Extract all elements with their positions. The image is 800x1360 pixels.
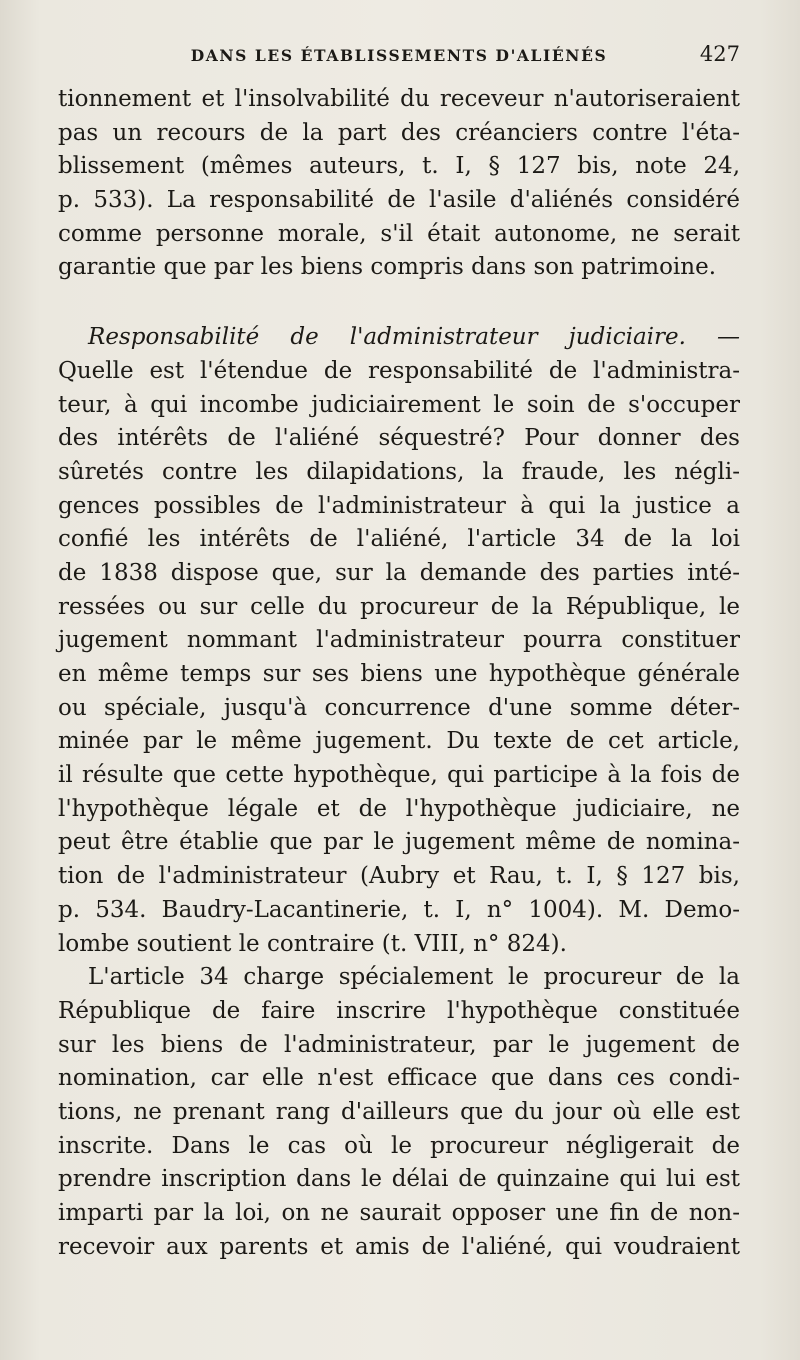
text-line: l'hypothèque légale et de l'hypothèque judiciaire, ne bbox=[58, 795, 740, 822]
text-line: garantie que par les biens compris dans son patrimoine. bbox=[58, 254, 717, 281]
page-number: 427 bbox=[699, 42, 740, 66]
text-line: recevoir aux parents et amis de l'aliéné, qui voudraient bbox=[58, 1233, 740, 1260]
text-line: pas un recours de la part des créanciers contre l'éta- bbox=[58, 119, 740, 146]
text-line: L'article 34 charge spécialement le procureur de la bbox=[88, 964, 740, 991]
text-line: confié les intérêts de l'aliéné, l'article 34 de la loi bbox=[58, 526, 740, 553]
text-line: inscrite. Dans le cas où le procureur négligerait de bbox=[58, 1132, 740, 1159]
body-text bbox=[58, 83, 740, 1264]
text-line: tion de l'administrateur (Aubry et Rau, t. I, § 127 bis, bbox=[58, 863, 740, 890]
running-header bbox=[58, 40, 740, 74]
text-line: minée par le même jugement. Du texte de cet article, bbox=[58, 728, 740, 755]
text-line: comme personne morale, s'il était autonome, ne serait bbox=[58, 220, 740, 247]
text-line: il résulte que cette hypothèque, qui participe à la fois de bbox=[58, 762, 740, 789]
text-line: prendre inscription dans le délai de quinzaine qui lui est bbox=[58, 1166, 740, 1193]
text-line: des intérêts de l'aliéné séquestré? Pour donner des bbox=[58, 425, 740, 452]
text-line: nomination, car elle n'est efficace que dans ces condi- bbox=[58, 1065, 740, 1092]
section-heading: Responsabilité de l'administrateur judiciaire. — bbox=[88, 324, 740, 351]
text-line: imparti par la loi, on ne saurait opposer une fin de non- bbox=[58, 1200, 740, 1226]
text-line: blissement (mêmes auteurs, t. I, § 127 bis, note 24, bbox=[58, 153, 740, 180]
text-line: p. 534. Baudry-Lacantinerie, t. I, n° 1004). M. Demo- bbox=[58, 896, 740, 923]
text-line: République de faire inscrire l'hypothèque constituée bbox=[58, 997, 740, 1024]
text-line: peut être établie que par le jugement même de nomina- bbox=[58, 829, 740, 856]
text-line: ressées ou sur celle du procureur de la République, le bbox=[58, 593, 740, 620]
text-line: lombe soutient le contraire (t. VIII, n° 824). bbox=[58, 930, 567, 957]
text-line: tionnement et l'insolvabilité du receveur n'autoriseraient bbox=[58, 86, 740, 112]
text-line: sur les biens de l'administrateur, par le jugement de bbox=[58, 1031, 740, 1058]
text-line: sûretés contre les dilapidations, la fraude, les négli- bbox=[58, 458, 740, 485]
paragraph-gap bbox=[58, 285, 740, 321]
text-line: p. 533). La responsabilité de l'asile d'aliénés considéré bbox=[58, 187, 740, 214]
text-line: en même temps sur ses biens une hypothèque générale bbox=[58, 661, 740, 687]
text-line: de 1838 dispose que, sur la demande des parties inté- bbox=[58, 559, 740, 586]
text-line: tions, ne prenant rang d'ailleurs que du jour où elle est bbox=[58, 1098, 740, 1125]
text-line: jugement nommant l'administrateur pourra constituer bbox=[58, 627, 740, 654]
text-line: ou spéciale, jusqu'à concurrence d'une somme déter- bbox=[58, 694, 740, 721]
text-line: Quelle est l'étendue de responsabilité de l'administra- bbox=[58, 357, 740, 384]
text-line: gences possibles de l'administrateur à qui la justice a bbox=[58, 492, 740, 519]
running-title: DANS LES ÉTABLISSEMENTS D'ALIÉNÉS bbox=[190, 46, 608, 65]
text-line: teur, à qui incombe judiciairement le soin de s'occuper bbox=[58, 391, 740, 418]
